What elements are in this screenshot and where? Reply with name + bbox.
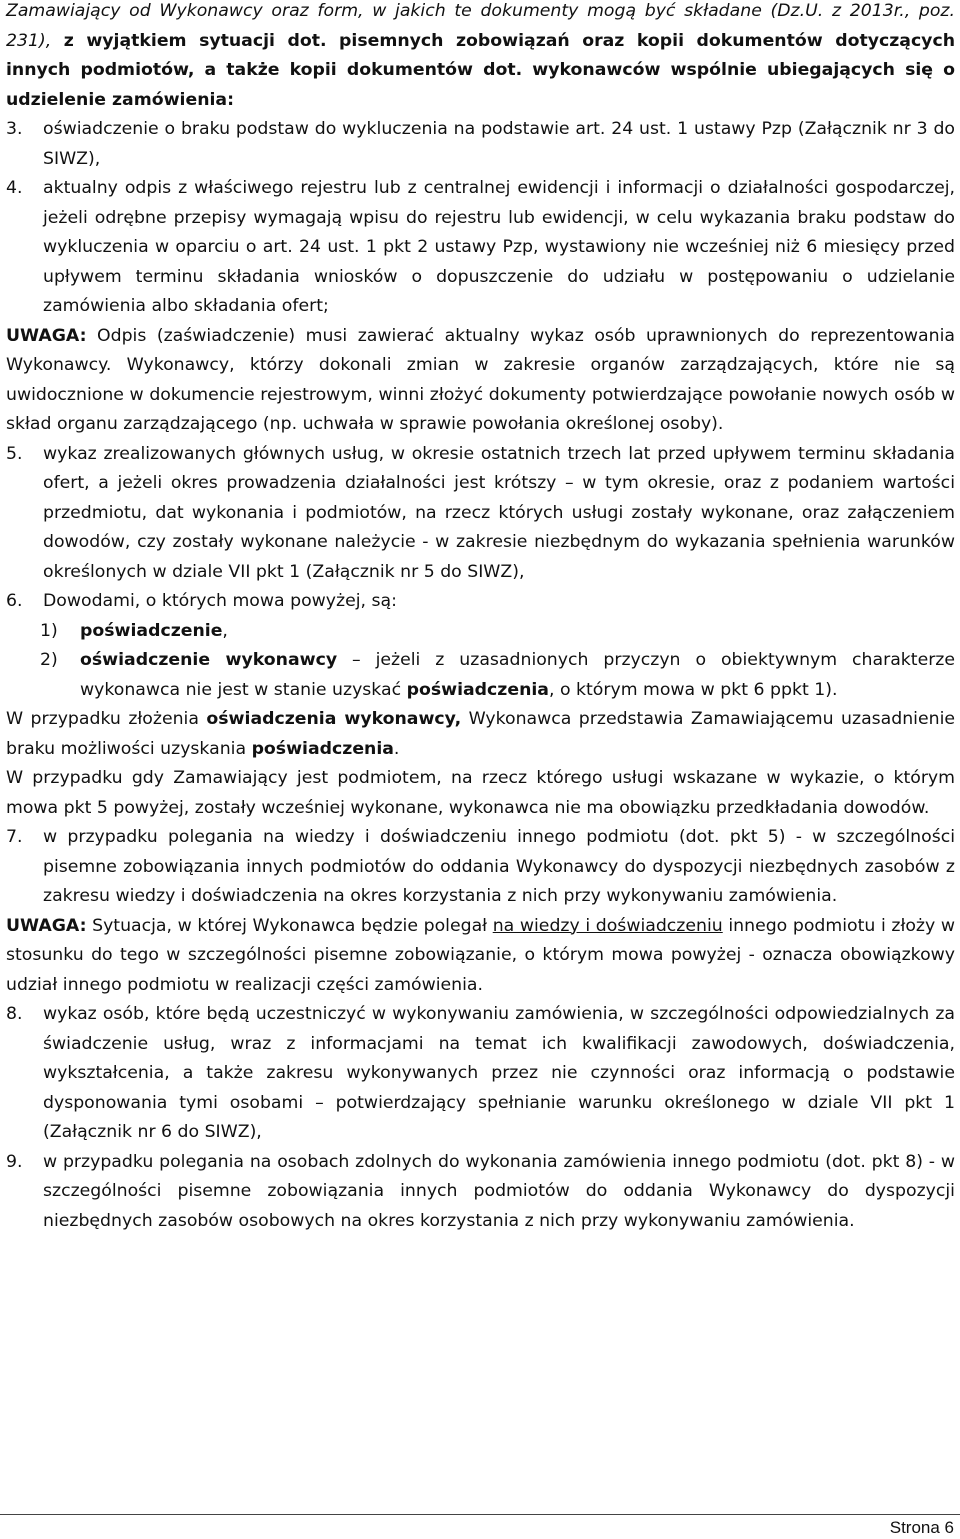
sub-item-1	[40, 617, 955, 647]
list-item-7	[6, 823, 955, 912]
item-text: wykaz zrealizowanych głównych usług, w okresie ostatnich trzech lat przed upływem terminu składania ofert, a jeżeli okres prowadzenia działalności jest krótszy – w tym okresie, oraz z podaniem wartości przedmiotu, dat wykonania i podmiotów, na rzecz których usługi zostały wykonane, oraz załączeniem dowodów, czy zostały wykonane należycie - w zakresie niezbędnym do wykazania spełnienia warunków określonych w dziale VII pkt 1 (Załącznik nr 5 do SIWZ),	[43, 443, 955, 582]
paragraph-bold-2: poświadczenia	[251, 738, 394, 759]
list-item-5	[6, 440, 955, 588]
uwaga-text-2: innego podmiotu i złoży w stosunku do tego w szczególności pisemne zobowiązanie, o którym mowa powyżej - oznacza obowiązkowy udział innego podmiotu w realizacji części zamówienia.	[6, 915, 955, 995]
item-number: 7.	[6, 827, 23, 847]
uwaga-note-1	[6, 322, 955, 440]
paragraph-bold: oświadczenia wykonawcy,	[206, 709, 462, 729]
list-item-8	[6, 1000, 955, 1148]
sub-item-2	[40, 646, 955, 705]
item-text: w przypadku polegania na wiedzy i doświadczeniu innego podmiotu (dot. pkt 5) - w szczególności pisemne zobowiązania innych podmiotów do oddania Wykonawcy do dyspozycji niezbędnych zasobów z zakresu wiedzy i doświadczenia na okres korzystania z nich przy wykonywaniu zamówienia.	[43, 827, 955, 906]
paragraph-text: W przypadku złożenia	[6, 709, 207, 729]
item-number: 5.	[6, 443, 23, 464]
item-number: 4.	[6, 178, 23, 198]
item-number: 9.	[6, 1151, 23, 1172]
list-item-6	[6, 587, 955, 617]
uwaga-text: Sytuacja, w której Wykonawca będzie polegał	[86, 915, 493, 936]
sub-item-text	[80, 617, 955, 647]
sub-item-number: 1)	[40, 620, 58, 641]
sub-item-mid: – jeżeli z uzasadnionych przyczyn o obiektywnym charakterze wykonawca nie jest w stanie uzyskać	[80, 650, 956, 700]
item-text: aktualny odpis z właściwego rejestru lub z centralnej ewidencji i informacji o działalności gospodarczej, jeżeli odrębne przepisy wymagają wpisu do rejestru lub ewidencji, w celu wykazania braku podstaw do wykluczenia w oparciu o art. 24 ust. 1 pkt 2 ustawy Pzp, wystawiony nie wcześniej niż 6 miesięcy przed upływem terminu składania wniosków o dopuszczenie do udziału w postępowaniu o udzielanie zamówienia albo składania ofert;	[43, 178, 955, 316]
intro-bold-text: z wyjątkiem sytuacji dot. pisemnych zobowiązań oraz kopii dokumentów dotyczących innych podmiotów, a także kopii dokumentów dot. wykonawców wspólnie ubiegających się o udzielenie zamówienia:	[6, 30, 955, 110]
uwaga-text: Odpis (zaświadczenie) musi zawierać aktualny wykaz osób uprawnionych do reprezentowania Wykonawcy. Wykonawcy, którzy dokonali zmian w zakresie organów zarządzających, które nie są uwidocznione w dokumencie rejestrowym, winni złożyć dokumenty potwierdzające powołanie nowych osób w skład organu zarządzającego (np. uchwała w sprawie powołania określonej osoby).	[6, 325, 955, 434]
uwaga-note-2	[6, 912, 955, 1001]
paragraph-zamawiajacy: W przypadku gdy Zamawiający jest podmiotem, na rzecz którego usługi wskazane w wykazie, o którym mowa pkt 5 powyżej, zostały wcześniej wykonane, wykonawca nie ma obowiązku przedkładania dowodów.	[6, 768, 955, 818]
sub-item-rest: ,	[222, 620, 228, 641]
paragraph-text-3: .	[393, 738, 400, 759]
list-item-4	[6, 174, 955, 322]
item-text: oświadczenie o braku podstaw do wykluczenia na podstawie art. 24 ust. 1 ustawy Pzp (Załącznik nr 3 do SIWZ),	[43, 119, 955, 169]
sub-item-bold: oświadczenie wykonawcy	[80, 650, 338, 670]
uwaga-label: UWAGA:	[6, 325, 87, 346]
sub-item-text	[80, 646, 955, 705]
sub-item-number: 2)	[40, 650, 58, 670]
uwaga-label: UWAGA:	[6, 915, 87, 936]
uwaga-underlined-text: na wiedzy i doświadczeniu	[492, 915, 723, 936]
footer-divider	[0, 1514, 960, 1515]
item-text: wykaz osób, które będą uczestniczyć w wykonywaniu zamówienia, w szczególności odpowiedzialnych za świadczenie usług, wraz z informacjami na temat ich kwalifikacji zawodowych, doświadczenia, wykształcenia, a także zakresu wykonywanych przez nie czynności oraz informacją o podstawie dysponowania tymi osobami – potwierdzający spełnianie warunku określonego w dziale VII pkt 1 (Załącznik nr 6 do SIWZ),	[43, 1004, 955, 1142]
page-number: Strona 6	[889, 1518, 954, 1537]
item-number: 6.	[6, 591, 23, 611]
item-number: 3.	[6, 119, 23, 139]
sub-item-bold: poświadczenie	[80, 620, 223, 641]
document-page	[6, 0, 955, 1236]
sub-item-bold-2: poświadczenia	[406, 679, 549, 700]
intro-italic-text: Zamawiający od Wykonawcy oraz form, w jakich te dokumenty mogą być składane (Dz.U. z 2013r., poz. 231),	[6, 1, 955, 51]
paragraph-text-2: Wykonawca przedstawia Zamawiającemu uzasadnienie braku możliwości uzyskania	[6, 709, 956, 759]
intro-paragraph	[6, 0, 955, 115]
item-number: 8.	[6, 1004, 23, 1024]
list-item-3	[6, 115, 955, 174]
item-text: w przypadku polegania na osobach zdolnych do wykonania zamówienia innego podmiotu (dot. pkt 8) - w szczególności pisemne zobowiązania innych podmiotów do oddania Wykonawcy do dyspozycji niezbędnych zasobów osobowych na okres korzystania z nich przy wykonywaniu zamówienia.	[43, 1151, 955, 1231]
list-item-9	[6, 1148, 955, 1237]
sub-item-rest: , o którym mowa w pkt 6 ppkt 1).	[548, 679, 838, 700]
paragraph-oswiadczenie	[6, 705, 955, 764]
item-text: Dowodami, o których mowa powyżej, są:	[43, 591, 397, 611]
